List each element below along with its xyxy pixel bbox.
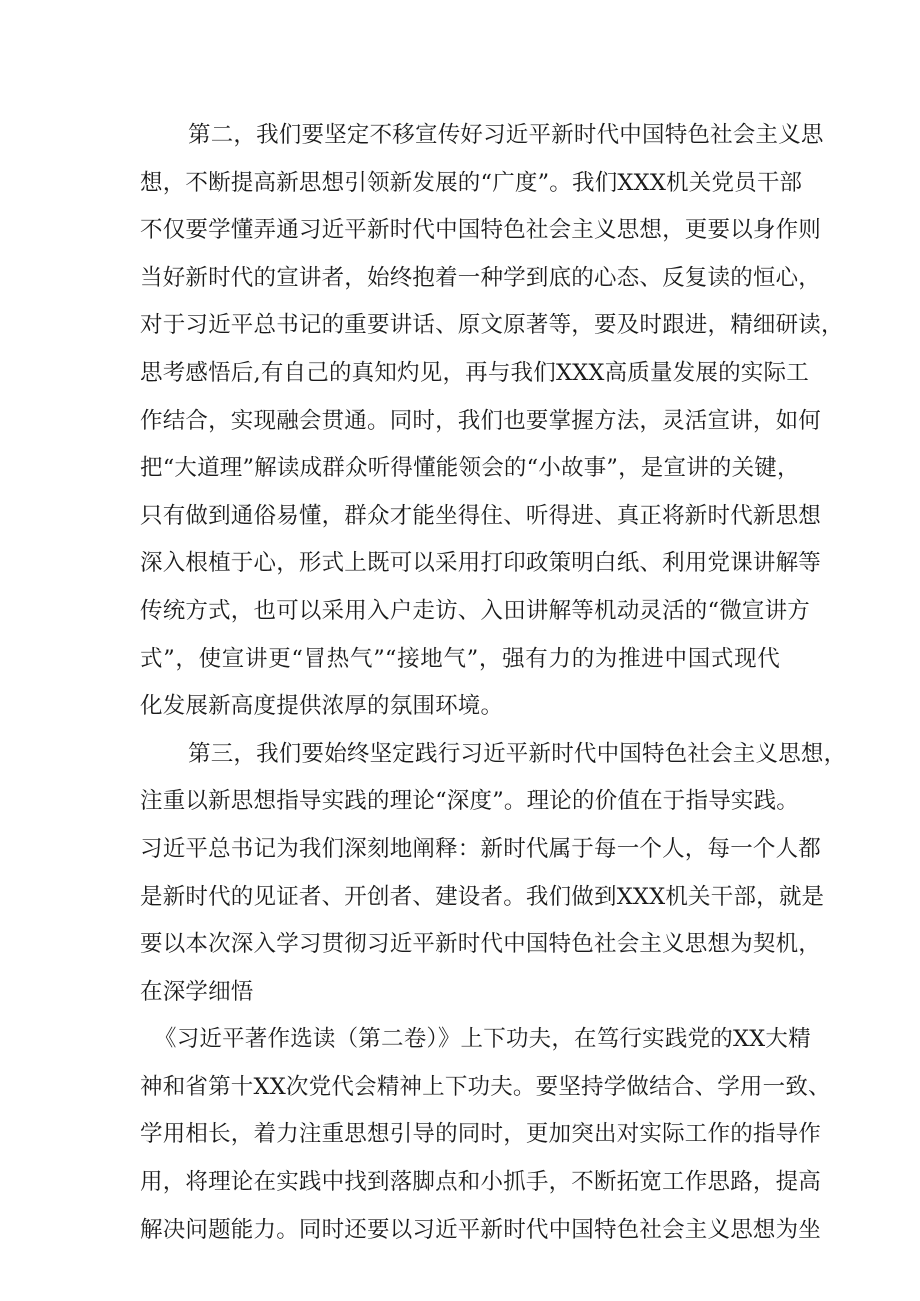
text-line: 把“大道理”解读成群众听得懂能领会的“小故事”，是宣讲的关键， (140, 455, 800, 482)
text-line: 第二，我们要坚定不移宣传好习近平新时代中国特色社会主义思 (188, 122, 824, 148)
text-line: 用，将理论在实践中找到落脚点和小抓手，不断拓宽工作思路，提高 (140, 1169, 822, 1196)
text-line: 只有做到通俗易懂，群众才能坐得住、听得进、真正将新时代新思想 (140, 502, 822, 529)
text-line: 化发展新高度提供浓厚的氛围环境。 (140, 693, 504, 720)
text-line: 神和省第十XX次党代会精神上下功夫。要坚持学做结合、学用一致、 (140, 1073, 831, 1100)
paragraph-continuation (0, 1016, 920, 1254)
text-line: 对于习近平总书记的重要讲话、原文原著等，要及时跟进，精细研读， (140, 312, 844, 339)
text-line: 不仅要学懂弄通习近平新时代中国特色社会主义思想，更要以身作则 (140, 217, 822, 244)
document-body (0, 112, 920, 1254)
text-line: 习近平总书记为我们深刻地阐释：新时代属于每一个人，每一个人都 (140, 835, 822, 862)
text-line: 想，不断提高新思想引领新发展的“广度”。我们XXX机关党员干部 (140, 169, 803, 196)
text-line: 传统方式，也可以采用入户走访、入田讲解等机动灵活的“微宣讲方 (140, 597, 811, 624)
text-line: 解决问题能力。同时还要以习近平新时代中国特色社会主义思想为坐 (140, 1216, 822, 1243)
text-line: 《习近平著作选读（第二卷）》上下功夫，在笃行实践党的XX大精 (154, 1026, 811, 1053)
text-line: 深入根植于心，形式上既可以采用打印政策明白纸、利用党课讲解等 (140, 550, 822, 577)
paragraph-third-point (0, 731, 920, 1017)
text-line: 注重以新思想指导实践的理论“深度”。理论的价值在于指导实践。 (140, 788, 800, 815)
text-line: 是新时代的见证者、开创者、建设者。我们做到XXX机关干部，就是 (140, 883, 825, 910)
text-line: 思考感悟后,有自己的真知灼见，再与我们XXX高质量发展的实际工 (140, 359, 809, 386)
text-line: 在深学细悟 (140, 978, 254, 1005)
text-line: 要以本次深入学习贯彻习近平新时代中国特色社会主义思想为契机， (140, 931, 822, 958)
text-line: 作结合，实现融会贯通。同时，我们也要掌握方法，灵活宣讲，如何 (140, 407, 822, 434)
text-line: 当好新时代的宣讲者，始终抱着一种学到底的心态、反复读的恒心， (140, 264, 822, 291)
text-line: 第三，我们要始终坚定践行习近平新时代中国特色社会主义思想， (188, 740, 847, 767)
paragraph-second-point (0, 112, 920, 731)
text-line: 学用相长，着力注重思想引导的同时，更加突出对实际工作的指导作 (140, 1121, 822, 1148)
text-line: 式”，使宣讲更“冒热气”“接地气”，强有力的为推进中国式现代 (140, 645, 780, 672)
